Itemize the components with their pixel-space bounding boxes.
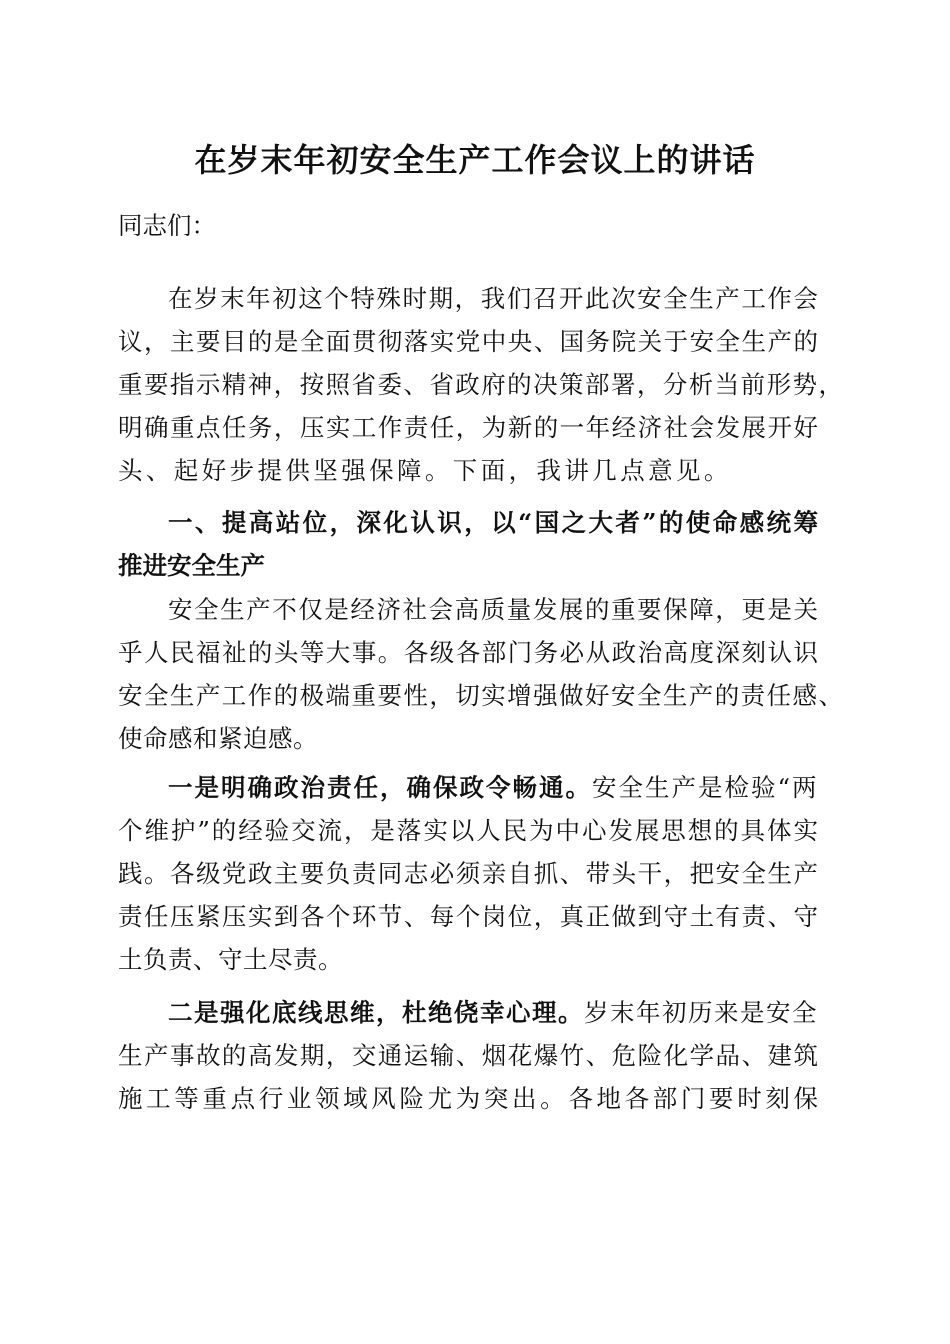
bold-lead: 二是强化底线思维，杜绝侥幸心理。 bbox=[168, 998, 584, 1027]
paragraph-line bbox=[168, 991, 818, 1034]
paragraph-line bbox=[168, 766, 818, 809]
paragraph-line: 土负责、守土尽责。 bbox=[118, 945, 343, 974]
paragraph-line: 明确重点任务，压实工作责任，为新的一年经济社会发展开好 bbox=[118, 413, 818, 442]
line-rest: 安全生产是检验“两 bbox=[592, 773, 819, 802]
salutation: 同志们： bbox=[118, 211, 216, 240]
paragraph-line: 在岁末年初这个特殊时期，我们召开此次安全生产工作会 bbox=[168, 284, 818, 313]
paragraph-line: 践。各级党政主要负责同志必须亲自抓、带头干，把安全生产 bbox=[118, 859, 818, 888]
paragraph-line: 责任压紧压实到各个环节、每个岗位，真正做到守土有责、守 bbox=[118, 902, 818, 931]
document-title: 在岁末年初安全生产工作会议上的讲话 bbox=[194, 141, 756, 179]
paragraph-line: 重要指示精神，按照省委、省政府的决策部署，分析当前形势， bbox=[118, 370, 843, 399]
paragraph-line: 头、起好步提供坚强保障。下面，我讲几点意见。 bbox=[118, 456, 732, 485]
line-rest: 岁末年初历来是安全 bbox=[584, 998, 818, 1027]
paragraph-line: 使命感和紧迫感。 bbox=[118, 724, 318, 753]
section-heading: 一、提高站位，深化认识，以“国之大者”的使命感统筹 bbox=[168, 508, 818, 537]
paragraph-line: 议，主要目的是全面贯彻落实党中央、国务院关于安全生产的 bbox=[118, 327, 818, 356]
paragraph-line: 乎人民福祉的头等大事。各级各部门务必从政治高度深刻认识 bbox=[118, 638, 818, 667]
paragraph-line: 生产事故的高发期，交通运输、烟花爆竹、危险化学品、建筑 bbox=[118, 1041, 818, 1070]
paragraph-line: 安全生产不仅是经济社会高质量发展的重要保障，更是关 bbox=[168, 595, 818, 624]
paragraph-line: 施工等重点行业领域风险尤为突出。各地各部门要时刻保 bbox=[118, 1084, 818, 1113]
bold-lead: 一是明确政治责任，确保政令畅通。 bbox=[168, 773, 592, 802]
section-heading: 推进安全生产 bbox=[118, 551, 265, 580]
paragraph-line: 安全生产工作的极端重要性，切实增强做好安全生产的责任感、 bbox=[118, 681, 843, 710]
paragraph-line: 个维护”的经验交流，是落实以人民为中心发展思想的具体实 bbox=[118, 816, 818, 845]
